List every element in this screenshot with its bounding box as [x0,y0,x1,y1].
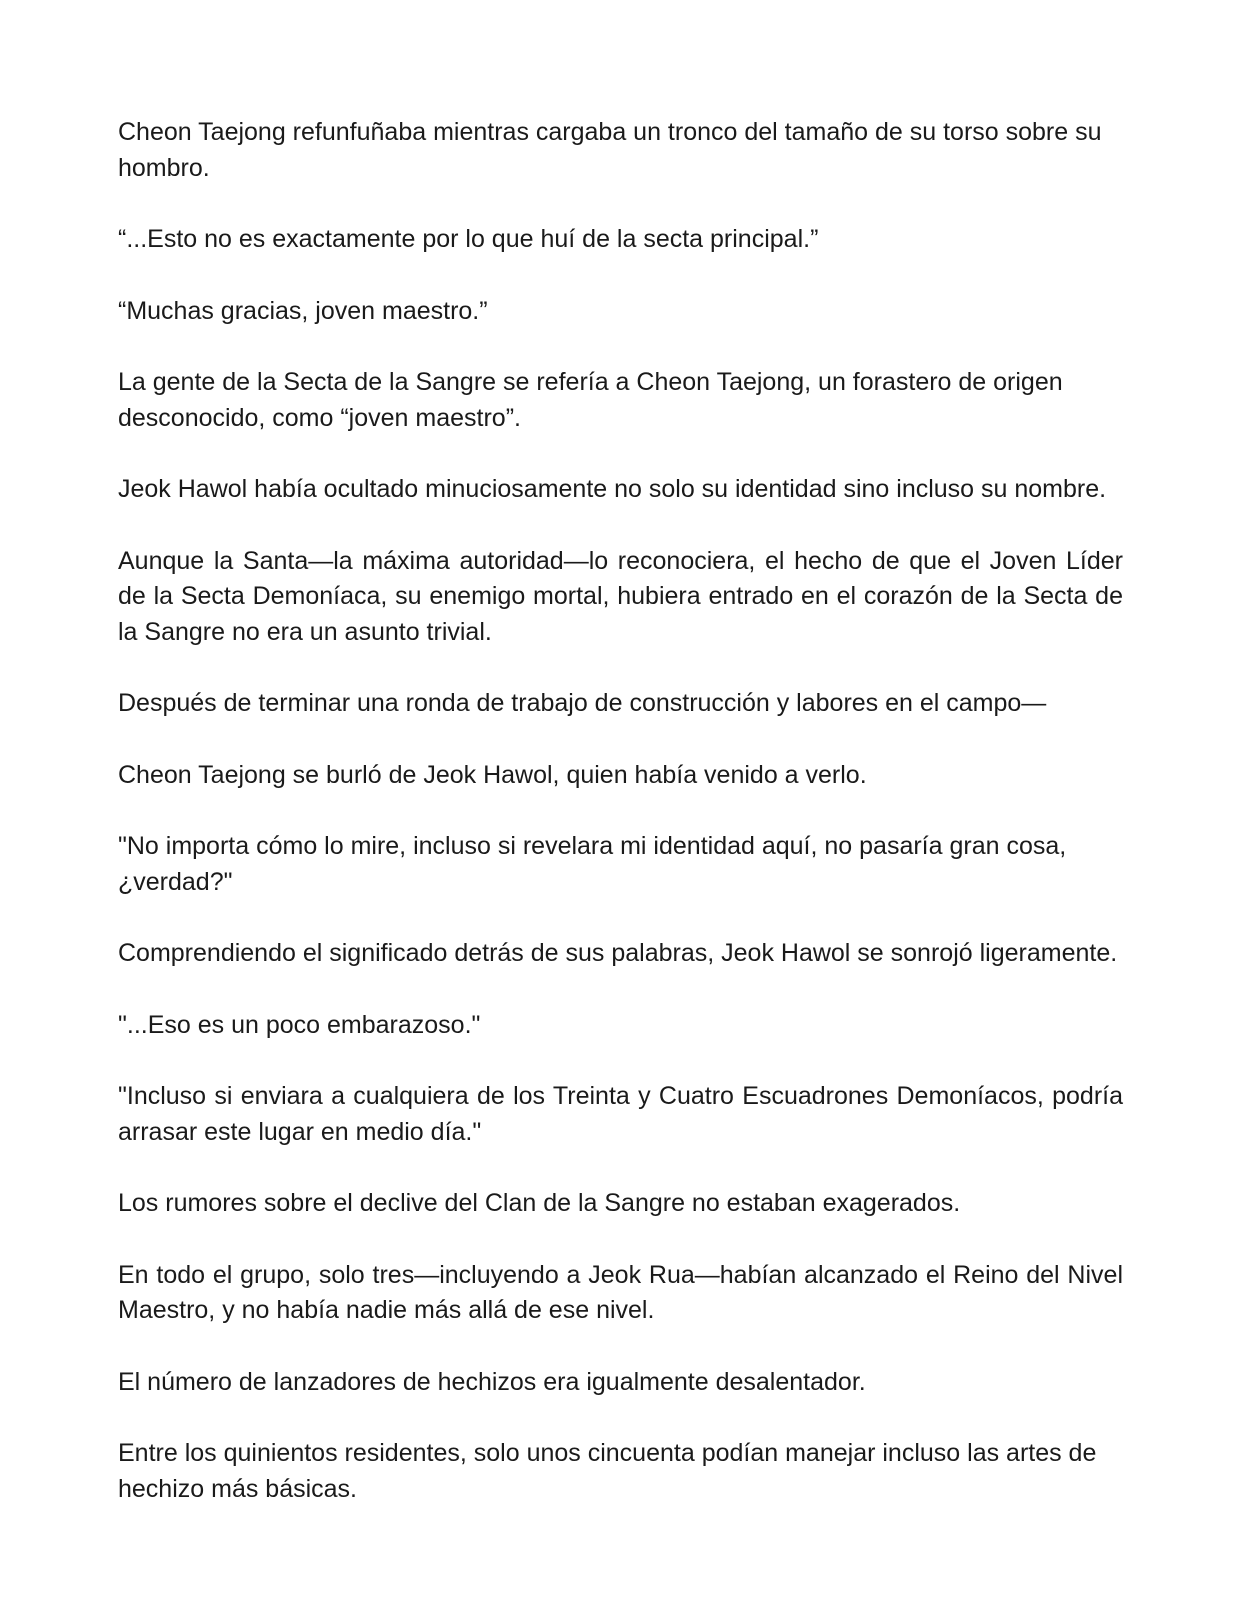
paragraph: Cheon Taejong refunfuñaba mientras cargaba un tronco del tamaño de su torso sobre su hombro. [118,118,1102,182]
paragraph: En todo el grupo, solo tres—incluyendo a Jeok Rua—habían alcanzado el Reino del Nivel Maestro, y no había nadie más allá de ese nivel. [118,1260,1123,1324]
paragraph: “Muchas gracias, joven maestro.” [118,296,488,325]
paragraph: Entre los quinientos residentes, solo unos cincuenta podían manejar incluso las artes de hechizo más básicas. [118,1439,1097,1503]
paragraph: Después de terminar una ronda de trabajo de construcción y labores en el campo— [118,689,1047,717]
paragraph: Cheon Taejong se burló de Jeok Hawol, quien había venido a verlo. [118,760,867,789]
paragraph: El número de lanzadores de hechizos era igualmente desalentador. [118,1367,866,1396]
paragraph: "No importa cómo lo mire, incluso si revelara mi identidad aquí, no pasaría gran cosa, ¿verdad?" [118,832,1067,896]
document-page [118,115,1123,1543]
paragraph: Los rumores sobre el declive del Clan de la Sangre no estaban exagerados. [118,1189,961,1217]
paragraph: Aunque la Santa—la máxima autoridad—lo reconociera, el hecho de que el Joven Líder de la Secta Demoníaca, su enemigo mortal, hubiera entrado en el corazón de la Secta de la Sangre no era un asunto trivial. [118,546,1123,646]
paragraph: "Incluso si enviara a cualquiera de los Treinta y Cuatro Escuadrones Demoníacos, podría arrasar este lugar en medio día." [118,1082,1123,1146]
paragraph: “...Esto no es exactamente por lo que huí de la secta principal.” [118,225,819,253]
paragraph: Jeok Hawol había ocultado minuciosamente no solo su identidad sino incluso su nombre. [118,475,1107,503]
paragraph: Comprendiendo el significado detrás de sus palabras, Jeok Hawol se sonrojó ligeramente. [118,939,1118,967]
paragraph: La gente de la Secta de la Sangre se refería a Cheon Taejong, un forastero de origen desconocido, como “joven maestro”. [118,368,1063,432]
paragraph: "...Eso es un poco embarazoso." [118,1010,481,1039]
